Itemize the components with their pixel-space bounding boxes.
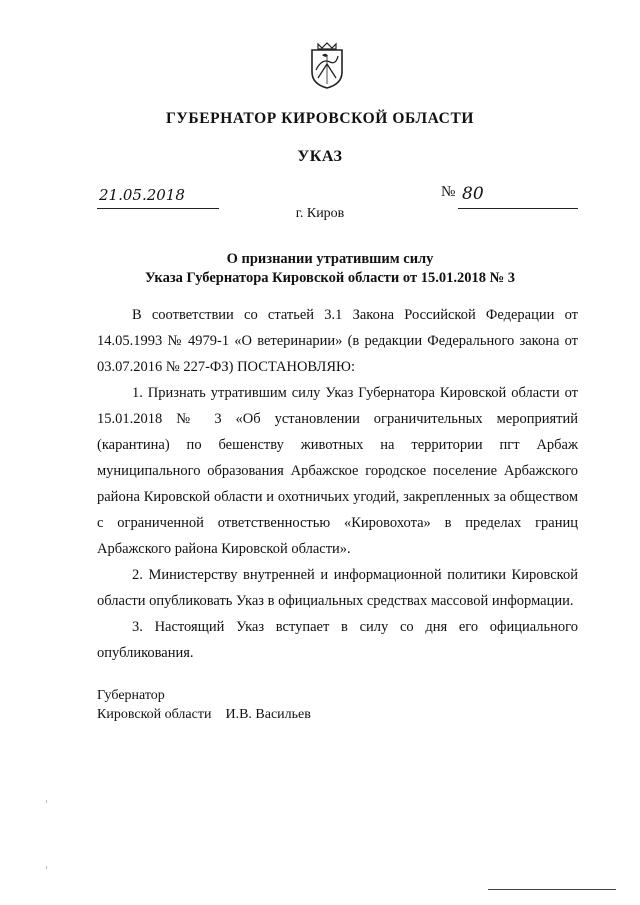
scan-mark [46, 800, 47, 803]
issuing-authority: ГУБЕРНАТОР КИРОВСКОЙ ОБЛАСТИ [165, 110, 475, 127]
item-paragraph-1: 1. Признать утратившим силу Указ Губернатора Кировской области от 15.01.2018 № 3 «Об установлении ограничительных мероприятий (карантина) по бешенству животных на территории пгт Арбаж муниципального образования Арбажское городское поселение Арбажского района Кировской области и охотничьих угодий, закрепленных за обществом с ограниченной ответственностью «Кировохота» в пределах границ Арбажского района Кировской области». [97, 385, 578, 557]
coat-of-arms-icon [308, 40, 346, 90]
document-date: 21.05.2018 [99, 186, 185, 204]
number-label: № [441, 184, 456, 200]
item-paragraph-3: 3. Настоящий Указ вступает в силу со дня его официального опубликования. [97, 619, 578, 661]
document-number: 80 [462, 184, 484, 204]
title-line-1: О признании утратившим силу [226, 251, 434, 267]
document-body [97, 302, 578, 666]
scan-mark [46, 866, 47, 869]
document-title [60, 250, 600, 288]
signature-block [97, 686, 311, 724]
signer-region: Кировской области [97, 707, 212, 722]
signer-position-line-1: Губернатор [97, 688, 165, 703]
footer-rule [488, 889, 616, 890]
signer-name: И.В. Васильев [225, 707, 311, 722]
title-line-2: Указа Губернатора Кировской области от 15.01.2018 № 3 [144, 270, 516, 286]
city: г. Киров [295, 206, 345, 221]
signer-position-line-2 [97, 705, 311, 724]
document-type: УКАЗ [297, 148, 343, 165]
item-paragraph-2: 2. Министерству внутренней и информационной политики Кировской области опубликовать Указ в официальных средствах массовой информации. [97, 567, 578, 609]
preamble-paragraph: В соответствии со статьей 3.1 Закона Российской Федерации от 14.05.1993 № 4979-1 «О ветеринарии» (в редакции Федерального закона от 03.07.2016 № 227-ФЗ) ПОСТАНОВЛЯЮ: [97, 307, 578, 375]
